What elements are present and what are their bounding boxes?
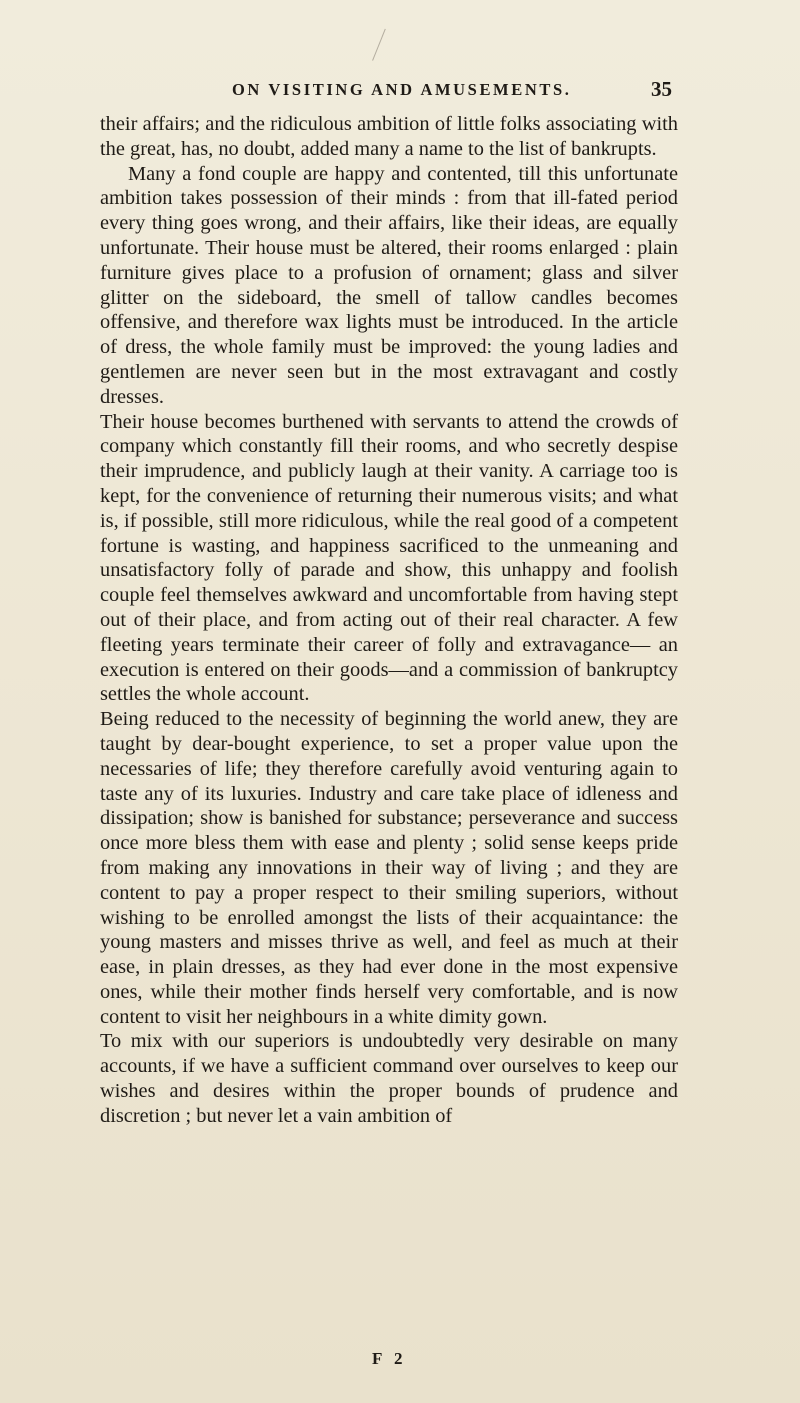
paragraph-3: Their house becomes burthened with servants to attend the crowds of company which constantly fill their rooms, and who secretly despise their imprudence, and publicly laugh at their vanity. A carriage too is kept, for the convenience of returning their numerous visits; and what is, if possible, still more ridiculous, while the real good of a competent fortune is wasting, and happiness sacrificed to the unmeaning and unsatisfactory folly of parade and show, this unhappy and foolish couple feel themselves awkward and uncomfortable from having stept out of their place, and from acting out of their real character. A few fleeting years terminate their career of folly and extravagance— an execution is entered on their goods—and a commission of bankruptcy settles the whole account. (100, 410, 678, 706)
signature-mark: F 2 (372, 1349, 407, 1368)
paragraph-1: their affairs; and the ridiculous ambition of little folks associating with the great, has, no doubt, added many a name to the list of bankrupts. (100, 113, 678, 160)
page-number: 35 (651, 77, 672, 101)
paragraph-5: To mix with our superiors is undoubtedly very desirable on many accounts, if we have a sufficient command over ourselves to keep our wishes and desires within the proper bounds of prudence and discretion ; but never let a vain ambition of (100, 1030, 678, 1127)
running-head: ON VISITING AND AMUSEMENTS. (232, 80, 572, 99)
page-header (232, 77, 672, 106)
paragraph-4: Being reduced to the necessity of beginning the world anew, they are taught by dear-bought experience, to set a proper value upon the necessaries of life; they therefore carefully avoid venturing again to taste any of its luxuries. Industry and care take place of idleness and dissipation; show is banished for substance; perseverance and success once more bless them with ease and plenty ; solid sense keeps pride from making any innovations in their way of living ; and they are content to pay a proper respect to their smiling superiors, without wishing to be enrolled amongst the lists of their acquaintance: the young masters and misses thrive as well, and feel as much at their ease, in plain dresses, as they had ever done in the most expensive ones, while their mother finds herself very comfortable, and is now content to visit her neighbours in a white dimity gown. (100, 708, 678, 1028)
paragraph-2: Many a fond couple are happy and contented, till this unfortunate ambition takes possession of their minds : from that ill-fated period every thing goes wrong, and their affairs, like their ideas, are equally unfortunate. Their house must be altered, their rooms enlarged : plain furniture gives place to a profusion of ornament; glass and silver glitter on the sideboard, the smell of tallow candles becomes offensive, and therefore wax lights must be introduced. In the article of dress, the whole family must be improved: the young ladies and gentlemen are never seen but in the most extravagant and costly dresses. (100, 162, 678, 408)
body-text (100, 112, 678, 1129)
pencil-mark (372, 29, 397, 65)
